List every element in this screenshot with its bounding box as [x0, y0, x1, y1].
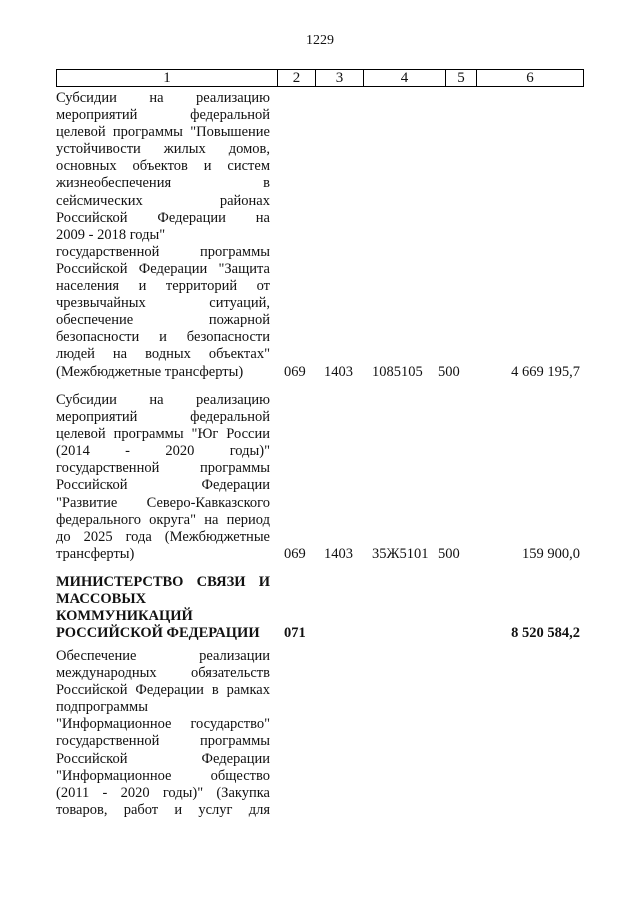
description-line: подпрограммы — [56, 699, 148, 716]
description-line: (2011 - 2020 годы)" (Закупка — [56, 784, 270, 801]
description-line: трансферты) — [56, 545, 135, 562]
cell-vr: 500 — [438, 364, 460, 380]
ministry-name — [56, 574, 270, 642]
description-line: населения и территорий от — [56, 278, 270, 295]
description-line: Обеспечение реализации — [56, 648, 270, 664]
description-line: людей на водных объектах" — [56, 346, 270, 363]
description-line: Российской Федерации в рамках — [56, 682, 270, 699]
description-line: государственной программы — [56, 460, 270, 477]
column-header-6: 6 — [476, 70, 583, 86]
row-values — [276, 364, 584, 381]
cell-csr: 1085105 — [372, 364, 423, 380]
description-line: мероприятий федеральной — [56, 409, 270, 426]
description-line: до 2025 года (Межбюджетные — [56, 528, 270, 545]
column-header-1: 1 — [163, 69, 171, 86]
description-line: основных объектов и систем — [56, 158, 270, 175]
description-line: (Межбюджетные трансферты) — [56, 363, 244, 380]
cell-sum: 4 669 195,7 — [511, 364, 580, 380]
cell-gl: 071 — [284, 625, 306, 641]
description-line: жизнеобеспечения в — [56, 175, 270, 192]
column-header-5: 5 — [445, 70, 476, 86]
column-header-3: 3 — [315, 70, 363, 86]
description-line: государственной программы — [56, 733, 270, 750]
description-line: МИНИСТЕРСТВО СВЯЗИ И — [56, 574, 270, 590]
description-line: МАССОВЫХ — [56, 591, 147, 608]
row-description — [56, 648, 270, 819]
column-header-2: 2 — [277, 70, 315, 86]
column-header-4: 4 — [363, 70, 445, 86]
description-line: "Информационное общество — [56, 767, 270, 784]
description-line: целевой программы "Повышение — [56, 124, 270, 141]
description-line: Российской Федерации — [56, 750, 270, 767]
description-line: Российской Федерации "Защита — [56, 260, 270, 277]
description-line: 2009 - 2018 годы" — [56, 226, 166, 243]
description-line: "Информационное государство" — [56, 716, 270, 733]
description-line: мероприятий федеральной — [56, 107, 270, 124]
description-line: безопасности и безопасности — [56, 329, 270, 346]
description-line: КОММУНИКАЦИЙ — [56, 608, 193, 625]
cell-sum: 159 900,0 — [522, 546, 580, 562]
description-line: чрезвычайных ситуаций, — [56, 295, 270, 312]
description-line: Российской Федерации на — [56, 209, 270, 226]
cell-csr: 35Ж5101 — [372, 546, 429, 562]
description-line: обеспечение пожарной — [56, 312, 270, 329]
description-line: государственной программы — [56, 243, 270, 260]
row-values — [276, 625, 584, 642]
description-line: РОССИЙСКОЙ ФЕДЕРАЦИИ — [56, 625, 260, 642]
description-line: Субсидии на реализацию — [56, 90, 270, 106]
cell-section: 1403 — [324, 364, 353, 380]
page-number: 1229 — [306, 33, 334, 48]
row-values — [276, 546, 584, 563]
description-line: "Развитие Северо-Кавказского — [56, 494, 270, 511]
cell-section: 1403 — [324, 546, 353, 562]
description-line: Российской Федерации — [56, 477, 270, 494]
row-description — [56, 90, 270, 381]
description-line: товаров, работ и услуг для — [56, 801, 270, 818]
description-line: сейсмических районах — [56, 192, 270, 209]
description-line: целевой программы "Юг России — [56, 426, 270, 443]
description-line: федерального округа" на период — [56, 511, 270, 528]
table-header-row — [56, 69, 584, 87]
description-line: международных обязательств — [56, 665, 270, 682]
row-description — [56, 392, 270, 563]
cell-vr: 500 — [438, 546, 460, 562]
cell-sum: 8 520 584,2 — [511, 625, 580, 641]
description-line: (2014 - 2020 годы)" — [56, 443, 270, 460]
description-line: Субсидии на реализацию — [56, 392, 270, 408]
cell-gl: 069 — [284, 546, 306, 562]
cell-gl: 069 — [284, 364, 306, 380]
description-line: устойчивости жилых домов, — [56, 141, 270, 158]
